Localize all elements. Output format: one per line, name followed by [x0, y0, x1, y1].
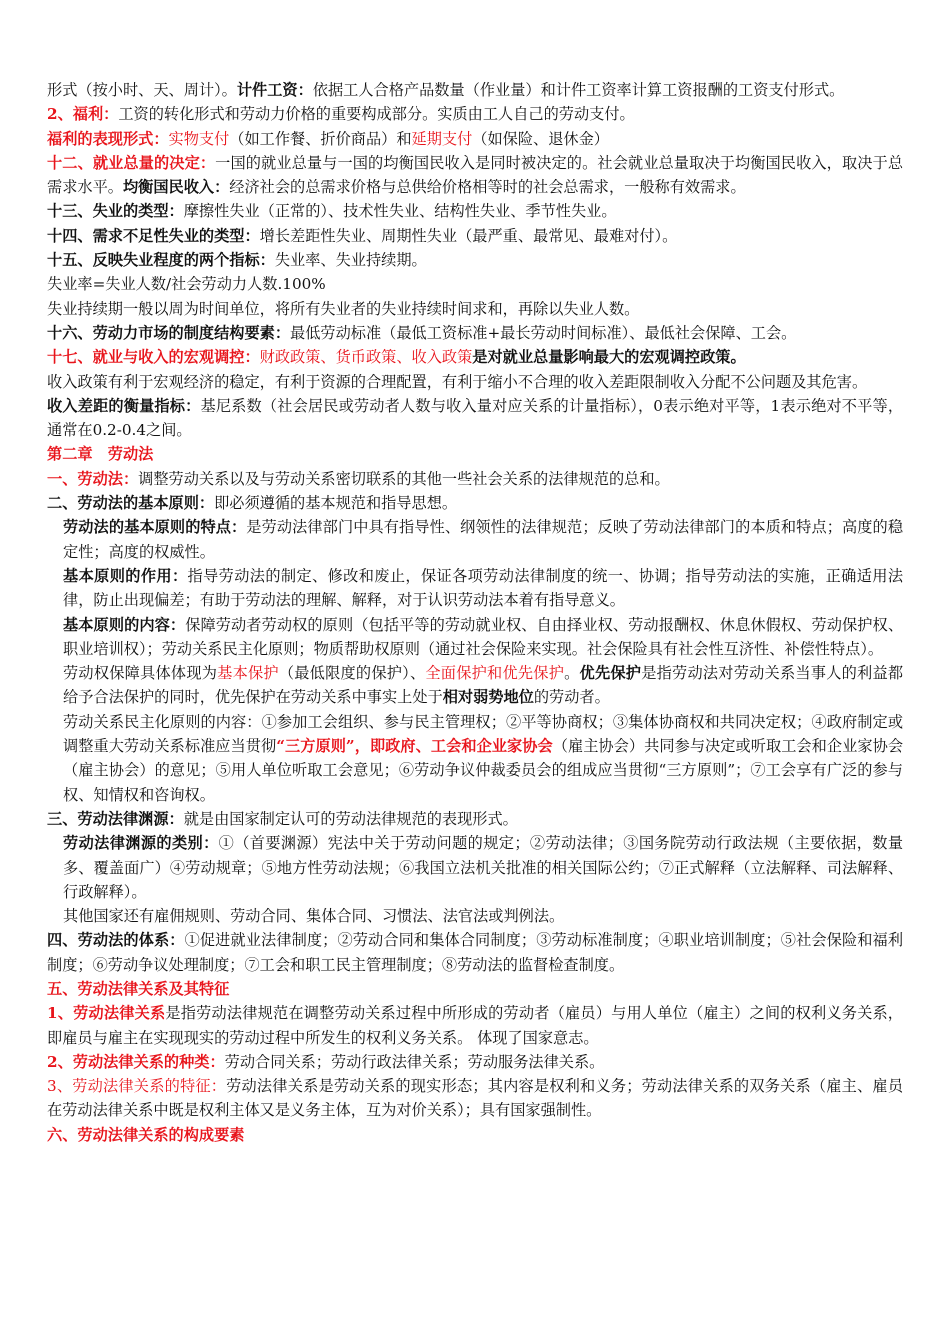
text-run: 收入政策有利于宏观经济的稳定，有利于资源的合理配置，有利于缩小不合理的收入差距限制收入分配不公问题及其危害。: [47, 372, 868, 391]
term-policies: 财政政策、货币政策、收入政策: [259, 348, 473, 367]
term-deferred: 延期支付: [411, 129, 473, 148]
paragraph-democratization: [47, 710, 903, 807]
text-run: 。: [564, 664, 580, 683]
paragraph-section-14: [47, 224, 903, 248]
text-run: 即必须遵循的基本规范和指导思想。: [214, 494, 458, 513]
text-run: （如保险、退休金）: [472, 129, 609, 148]
chapter-heading: 第二章 劳动法: [47, 445, 154, 464]
paragraph-time-wage: [47, 78, 903, 102]
paragraph-principle-roles: [47, 564, 903, 613]
paragraph-section-17: [47, 345, 903, 369]
text-run: 工资的转化形式和劳动力价格的重要构成部分。实质由工人自己的劳动支付。: [118, 105, 635, 124]
paragraph-labor-law: [47, 467, 903, 491]
text-run: 形式（按小时、天、周计）。: [47, 81, 237, 99]
paragraph-unemployment-duration: [47, 297, 903, 321]
text-run: 失业率=失业人数/社会劳动力人数.100%: [47, 275, 326, 294]
text-run: 经济社会的总需求价格与总供给价格相等时的社会总需求，一般称有效需求。: [229, 178, 746, 197]
text-run: 基尼系数（社会居民或劳动者人数与收入量对应关系的计量指标），0表示绝对平等，1表示绝对不平等，通常在0.2-0.4之间。: [47, 396, 904, 440]
heading-principles: 二、劳动法的基本原则：: [47, 494, 215, 513]
paragraph-legal-relation: [47, 1001, 903, 1050]
text-run: 劳动法律关系是劳动关系的现实形态；其内容是权利和义务；劳动法律关系的双务关系（雇主、雇员在劳动法律关系中既是权利主体又是义务主体，互为对价关系）；具有国家强制性。: [47, 1077, 904, 1120]
term-full-priority: 全面保护和优先保护: [425, 664, 565, 683]
heading-section-12: 十二、就业总量的决定：: [47, 153, 216, 172]
term-roles: 基本原则的作用：: [63, 566, 188, 585]
text-run: ①参加工会组织、参与民主管理权；②平等协商权；③集体协商权和共同决定权；④政府制定或调整重大劳动关系标准应当贯彻: [63, 712, 904, 756]
paragraph-welfare-forms: [47, 127, 903, 151]
text-run: 是指劳动法律规范在调整劳动关系过程中所形成的劳动者（雇员）与用人单位（雇主）之间的权利义务关系，即雇员与雇主在实现现实的劳动过程中所发生的权利义务关系。 体现了国家意志。: [47, 1004, 903, 1047]
term-income-gap: 收入差距的衡量指标：: [47, 396, 201, 415]
paragraph-section-12: [47, 151, 903, 200]
paragraph-relation-features: [47, 1074, 903, 1123]
paragraph-welfare: [47, 102, 903, 126]
document-page: [47, 78, 903, 1147]
text-run: ①（首要渊源）宪法中关于劳动问题的规定；②劳动法律；③国务院劳动行政法规（主要依据，数量多、覆盖面广）④劳动规章；⑤地方性劳动法规；⑥我国立法机关批准的相关国际公约；⑦正式解释（立法解释、司法解释、行政解释）。: [63, 834, 903, 901]
paragraph-section-15: [47, 248, 903, 272]
heading-section-15: 十五、反映失业程度的两个指标：: [47, 251, 275, 270]
term-basic-protection: 基本保护: [217, 664, 279, 683]
term-piece-wage: 计件工资：: [236, 81, 313, 99]
paragraph-section-16: [47, 321, 903, 345]
heading-relation-features: 3、劳动法律关系的特征：: [47, 1077, 227, 1096]
paragraph-source-types: [47, 831, 903, 904]
heading-sources: 三、劳动法律渊源：: [47, 809, 184, 828]
text-run: 是对就业总量影响最大的宏观调控政策。: [472, 348, 746, 367]
heading-section-5: 五、劳动法律关系及其特征: [47, 979, 230, 998]
text-run: 调整劳动关系以及与劳动关系密切联系的其他一些社会关系的法律规范的总和。: [138, 469, 670, 488]
text-run: 增长差距性失业、周期性失业（最严重、最常见、最难对付）。: [259, 226, 678, 245]
heading-system: 四、劳动法的体系：: [47, 931, 185, 950]
text-run: （雇主协会）共同参与决定或听取工会和企业家协会（雇主协会）的意见；⑤用人单位听取工会意见；⑥劳动争议仲裁委员会的组成应当贯彻“三方原则”；⑦工会享有广泛的参与权、知情权和咨询权。: [63, 737, 904, 804]
paragraph-principle-features: [47, 515, 903, 564]
heading-section-14: 十四、需求不足性失业的类型：: [47, 226, 260, 245]
paragraph-gini: [47, 394, 903, 443]
term-content: 基本原则的内容：: [63, 615, 186, 634]
paragraph-unemployment-rate: [47, 272, 903, 296]
heading-welfare-forms: 福利的表现形式：: [47, 129, 169, 148]
paragraph-relation-types: [47, 1050, 903, 1074]
heading-legal-relation: 1、劳动法律关系: [47, 1004, 166, 1023]
heading-section-13: 十三、失业的类型：: [47, 202, 184, 221]
text-run: 保障劳动者劳动权的原则（包括平等的劳动就业权、自由择业权、劳动报酬权、休息休假权、劳动保护权、职业培训权）；劳动关系民主化原则；物质帮助权原则（通过社会保险来实现。社会保险具有社会性互济性、补偿性特点）。: [63, 615, 904, 658]
text-run: 一国的就业总量与一国的均衡国民收入是同时被决定的。社会就业总量取决于均衡国民收入，取决于总需求水平。: [47, 153, 904, 197]
paragraph-principles: [47, 491, 903, 515]
text-run: （如工作餐、折价商品）和: [229, 129, 412, 148]
heading-labor-law: 一、劳动法：: [47, 469, 139, 488]
text-run: 劳动关系民主化原则的内容：: [63, 712, 262, 731]
heading-welfare: 2、福利：: [47, 105, 119, 124]
text-run: 失业率、失业持续期。: [274, 251, 427, 270]
section-6-title: [47, 1123, 903, 1147]
text-run: 就是由国家制定认可的劳动法律规范的表现形式。: [183, 809, 518, 828]
text-run: 其他国家还有雇佣规则、劳动合同、集体合同、习惯法、法官法或判例法。: [63, 907, 565, 926]
text-run: ①促进就业法律制度；②劳动合同和集体合同制度；③劳动标准制度；④职业培训制度；⑤社会保险和福利制度；⑥劳动争议处理制度；⑦工会和职工民主管理制度；⑧劳动法的监督检查制度。: [47, 931, 904, 974]
text-run: 是劳动法律部门中具有指导性、纲领性的法律规范；反映了劳动法律部门的本质和特点；高度的稳定性；高度的权威性。: [63, 518, 904, 561]
chapter-2-title: [47, 442, 903, 466]
paragraph-section-13: [47, 199, 903, 223]
text-run: 的劳动者。: [533, 688, 610, 707]
text-run: （最低限度的保护）、: [278, 664, 426, 683]
term-tripartite: “三方原则”，即政府、工会和企业家协会: [276, 737, 553, 756]
term-weak-position: 相对弱势地位: [442, 688, 534, 707]
text-run: 劳动权保障具体体现为: [63, 664, 218, 683]
text-run: 指导劳动法的制定、修改和废止，保证各项劳动法律制度的统一、协调；指导劳动法的实施，正确适用法律，防止出现偏差；有助于劳动法的理解、解释，对于认识劳动法本着有指导意义。: [63, 566, 903, 610]
term-equilibrium-income: 均衡国民收入：: [122, 178, 230, 197]
term-source-types: 劳动法律渊源的类别：: [63, 834, 219, 853]
text-run: 是指劳动法对劳动关系当事人的利益都给予合法保护的同时，优先保护在劳动关系中事实上处于: [63, 664, 904, 707]
section-5-title: [47, 977, 903, 1001]
paragraph-sources: [47, 807, 903, 831]
paragraph-system: [47, 928, 903, 977]
text-run: 摩擦性失业（正常的）、技术性失业、结构性失业、季节性失业。: [183, 202, 617, 221]
term-in-kind: 实物支付: [168, 129, 230, 148]
text-run: 依据工人合格产品数量（作业量）和计件工资率计算工资报酬的工资支付形式。: [312, 81, 845, 99]
text-run: 劳动合同关系；劳动行政法律关系；劳动服务法律关系。: [224, 1052, 605, 1071]
paragraph-protection: [47, 661, 903, 710]
term-priority-protection: 优先保护: [579, 664, 642, 683]
paragraph-income-policy: [47, 370, 903, 394]
heading-relation-types: 2、劳动法律关系的种类：: [47, 1052, 225, 1071]
paragraph-principle-content: [47, 613, 903, 662]
term-features: 劳动法的基本原则的特点：: [63, 518, 247, 537]
text-run: 失业持续期一般以周为时间单位，将所有失业者的失业持续时间求和，再除以失业人数。: [47, 299, 640, 318]
text-run: 最低劳动标准（最低工资标准+最长劳动时间标准）、最低社会保障、工会。: [290, 323, 797, 342]
heading-section-17: 十七、就业与收入的宏观调控：: [47, 348, 260, 367]
paragraph-other-countries: [47, 904, 903, 928]
heading-section-16: 十六、劳动力市场的制度结构要素：: [47, 323, 290, 342]
heading-section-6: 六、劳动法律关系的构成要素: [47, 1125, 245, 1144]
